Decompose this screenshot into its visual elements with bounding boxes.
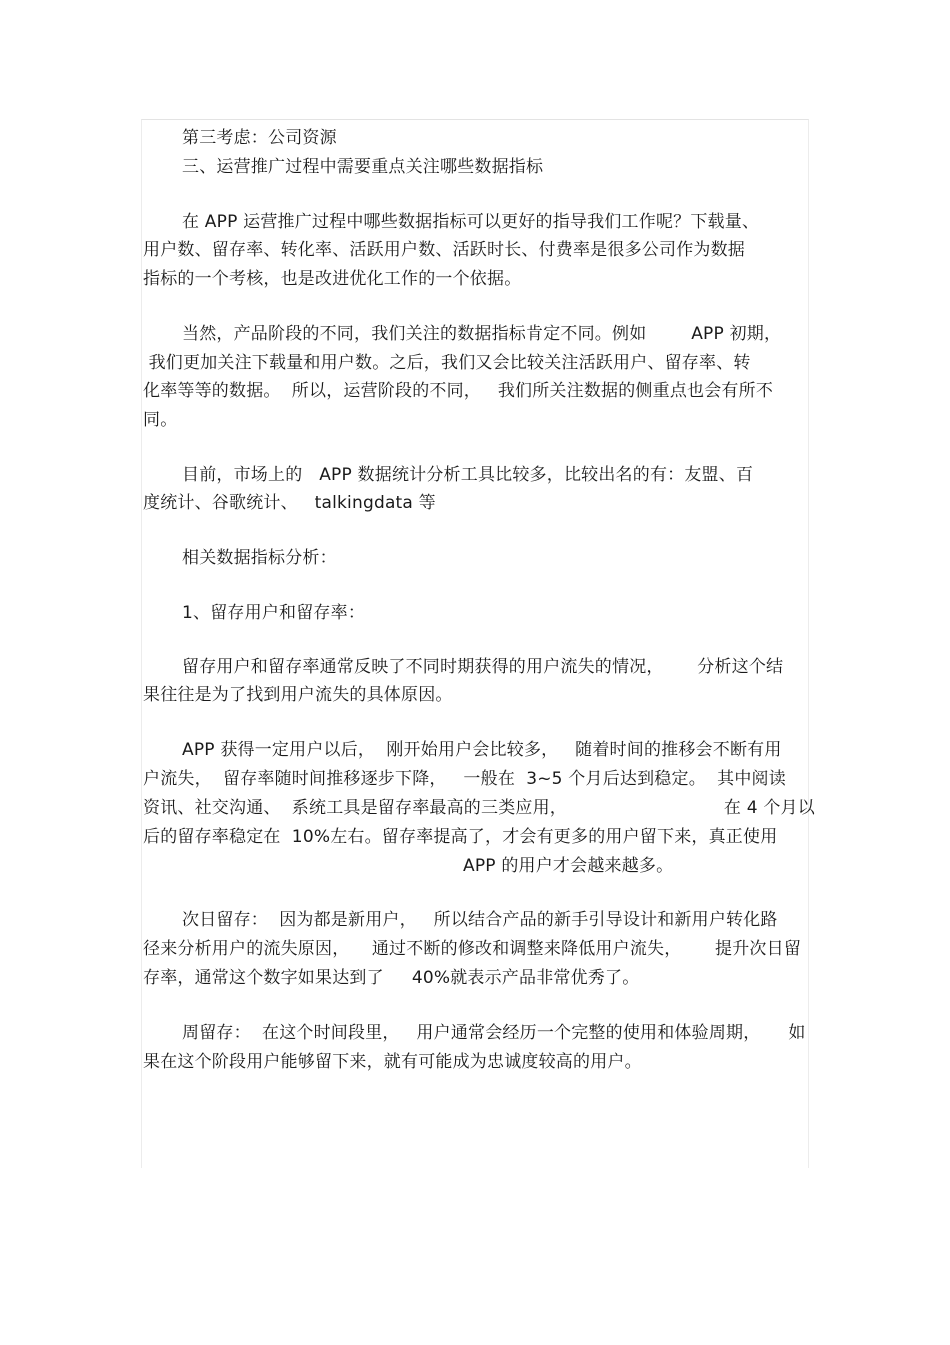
- text-line: 在 APP 运营推广过程中哪些数据指标可以更好的指导我们工作呢？下载量、: [182, 212, 760, 232]
- text-line: 当然，产品阶段的不同，我们关注的数据指标肯定不同。例如 APP 初期，: [182, 324, 782, 344]
- text-line: 同。: [143, 410, 178, 430]
- text-line: 我们更加关注下载量和用户数。之后，我们又会比较关注活跃用户、留存率、转: [143, 353, 751, 373]
- text-line: 1、留存用户和留存率：: [182, 603, 366, 623]
- text-line: 度统计、谷歌统计、 talkingdata 等: [143, 493, 436, 513]
- text-line: 指标的一个考核，也是改进优化工作的一个依据。: [143, 269, 522, 289]
- section-heading: 三、运营推广过程中需要重点关注哪些数据指标: [182, 157, 544, 177]
- text-line: 第三考虑：公司资源: [182, 128, 337, 148]
- text-line: 果在这个阶段用户能够留下来，就有可能成为忠诚度较高的用户。: [143, 1052, 642, 1072]
- text-line: 后的留存率稳定在 10%左右。留存率提高了，才会有更多的用户留下来，真正使用: [143, 827, 778, 847]
- text-line: 周留存： 在这个时间段里， 用户通常会经历一个完整的使用和体验周期， 如: [182, 1023, 806, 1043]
- text-line: 目前，市场上的 APP 数据统计分析工具比较多，比较出名的有：友盟、百: [182, 465, 754, 485]
- text-line: 果往往是为了找到用户流失的具体原因。: [143, 685, 453, 705]
- text-line: 次日留存： 因为都是新用户， 所以结合产品的新手引导设计和新用户转化路: [182, 910, 778, 930]
- text-line: 相关数据指标分析：: [182, 548, 337, 568]
- text-line: 用户数、留存率、转化率、活跃用户数、活跃时长、付费率是很多公司作为数据: [143, 240, 745, 260]
- text-line: 资讯、社交沟通、 系统工具是留存率最高的三类应用， 在 4 个月以: [143, 798, 815, 818]
- text-line: 留存用户和留存率通常反映了不同时期获得的用户流失的情况， 分析这个结: [182, 657, 784, 677]
- text-line: 存率，通常这个数字如果达到了 40%就表示产品非常优秀了。: [143, 968, 640, 988]
- text-line: APP 的用户才会越来越多。: [463, 856, 674, 876]
- text-line: 径来分析用户的流失原因， 通过不断的修改和调整来降低用户流失， 提升次日留: [143, 939, 802, 959]
- text-line: 户流失， 留存率随时间推移逐步下降， 一般在 3~5 个月后达到稳定。 其中阅读: [143, 769, 786, 789]
- text-line: 化率等等的数据。 所以，运营阶段的不同， 我们所关注数据的侧重点也会有所不: [143, 381, 774, 401]
- text-line: APP 获得一定用户以后， 刚开始用户会比较多， 随着时间的推移会不断有用: [182, 740, 782, 760]
